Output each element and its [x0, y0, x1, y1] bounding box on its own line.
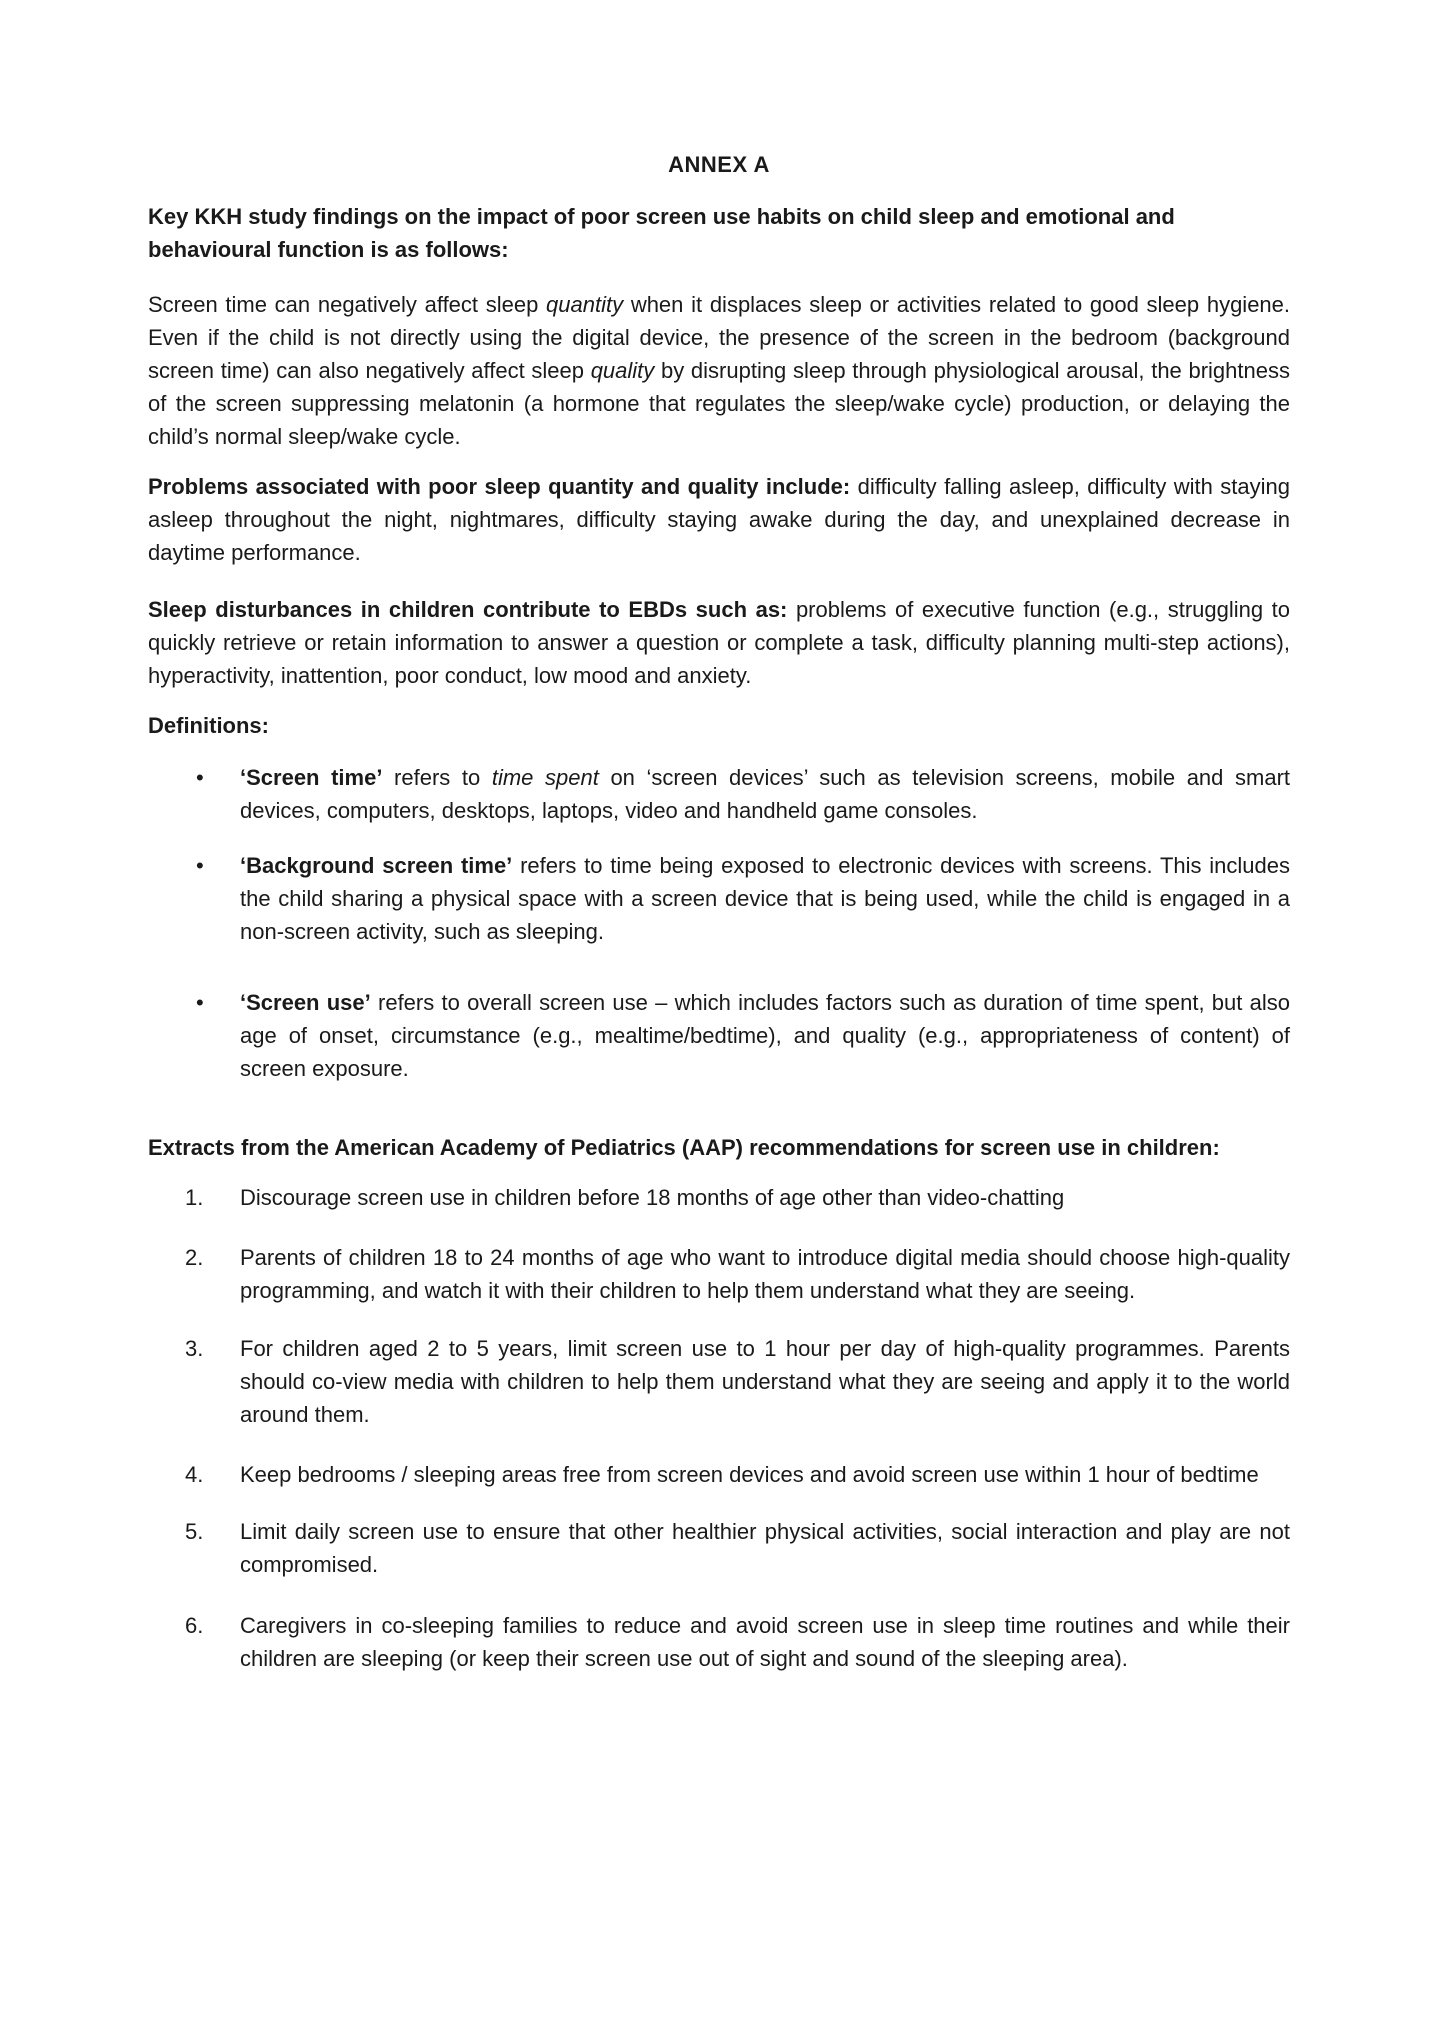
bullet-icon: • [196, 990, 204, 1015]
text-run: difficulty falling asleep, difficulty with staying asleep throughout the night, nightmares, difficulty staying awake during the day, and unexplained decrease in daytime performance. [148, 474, 1290, 565]
bullet-icon: • [196, 853, 204, 878]
bullet-icon: • [196, 765, 204, 790]
aap-item-text: Parents of children 18 to 24 months of age who want to introduce digital media should choose high-quality programming, and watch it with their children to help them understand what they are seeing. [240, 1245, 1290, 1303]
text-run: refers to overall screen use – which includes factors such as duration of time spent, but also age of onset, circumstance (e.g., mealtime/bedtime), and quality (e.g., appropriateness of content) of screen exposure. [240, 990, 1290, 1081]
definition-item-screen-use [148, 986, 1290, 1085]
aap-item-text: Keep bedrooms / sleeping areas free from screen devices and avoid screen use within 1 hour of bedtime [240, 1462, 1259, 1487]
aap-item-2 [148, 1241, 1290, 1307]
aap-heading: Extracts from the American Academy of Pediatrics (AAP) recommendations for screen use in children: [148, 1135, 1220, 1160]
list-number: 5. [185, 1519, 204, 1544]
definition-text [240, 986, 1290, 1085]
paragraph-sleep-quantity [148, 288, 1290, 453]
text-run: by disrupting sleep through physiological arousal, the brightness of the screen suppressing melatonin (a hormone that regulates the sleep/wake cycle) production, or delaying the child’s normal sleep/wake cycle. [148, 358, 1290, 449]
list-number: 3. [185, 1336, 204, 1361]
intro-heading: Key KKH study findings on the impact of poor screen use habits on child sleep and emotional and behavioural function is as follows: [148, 204, 1175, 262]
list-number: 4. [185, 1462, 204, 1487]
definition-item-background-screen-time [148, 849, 1290, 948]
definition-term: ‘Screen use’ [240, 990, 371, 1015]
text-run: problems of executive function (e.g., struggling to quickly retrieve or retain information to answer a question or complete a task, difficulty planning multi-step actions), hyperactivity, inattention, poor conduct, low mood and anxiety. [148, 597, 1291, 688]
aap-item-4 [148, 1458, 1290, 1491]
paragraph-sleep-problems [148, 470, 1290, 569]
text-run: refers to [382, 765, 492, 790]
definitions-heading: Definitions: [148, 713, 269, 738]
italic-run: quality [590, 358, 655, 383]
lead-bold-run: Problems associated with poor sleep quantity and quality include: [148, 474, 851, 499]
text-run: Screen time can negatively affect sleep [148, 292, 547, 317]
text-run: refers to time being exposed to electronic devices with screens. This includes the child sharing a physical space with a screen device that is being used, while the child is engaged in a non-screen activity, such as sleeping. [240, 853, 1290, 944]
aap-item-text: Discourage screen use in children before 18 months of age other than video-chatting [240, 1185, 1065, 1210]
aap-item-text: For children aged 2 to 5 years, limit screen use to 1 hour per day of high-quality programmes. Parents should co-view media with children to help them understand what they are seeing and apply it to the world around them. [240, 1336, 1290, 1427]
aap-item-1 [148, 1181, 1290, 1214]
definition-text [240, 761, 1290, 827]
paragraph-sleep-ebd [148, 593, 1290, 692]
text-run: on ‘screen devices’ such as television screens, mobile and smart devices, computers, desktops, laptops, video and handheld game consoles. [240, 765, 1291, 823]
list-number: 6. [185, 1613, 204, 1638]
italic-run: time spent [491, 765, 599, 790]
definition-text [240, 849, 1290, 948]
italic-run: quantity [546, 292, 624, 317]
aap-item-text: Caregivers in co-sleeping families to reduce and avoid screen use in sleep time routines and while their children are sleeping (or keep their screen use out of sight and sound of the sleeping area). [240, 1613, 1290, 1671]
aap-item-5 [148, 1515, 1290, 1581]
definition-item-screen-time [148, 761, 1290, 827]
lead-bold-run: Sleep disturbances in children contribute to EBDs such as: [148, 597, 788, 622]
aap-item-3 [148, 1332, 1290, 1431]
page-title: ANNEX A [668, 152, 770, 177]
definition-term: ‘Screen time’ [240, 765, 383, 790]
aap-item-text: Limit daily screen use to ensure that other healthier physical activities, social interaction and play are not compromised. [240, 1519, 1290, 1577]
aap-item-6 [148, 1609, 1290, 1675]
list-number: 2. [185, 1245, 204, 1270]
list-number: 1. [185, 1185, 204, 1210]
definition-term: ‘Background screen time’ [240, 853, 513, 878]
text-run: when it displaces sleep or activities related to good sleep hygiene. Even if the child is not directly using the digital device, the presence of the screen in the bedroom (background screen time) can also negatively affect sleep [148, 292, 1291, 383]
